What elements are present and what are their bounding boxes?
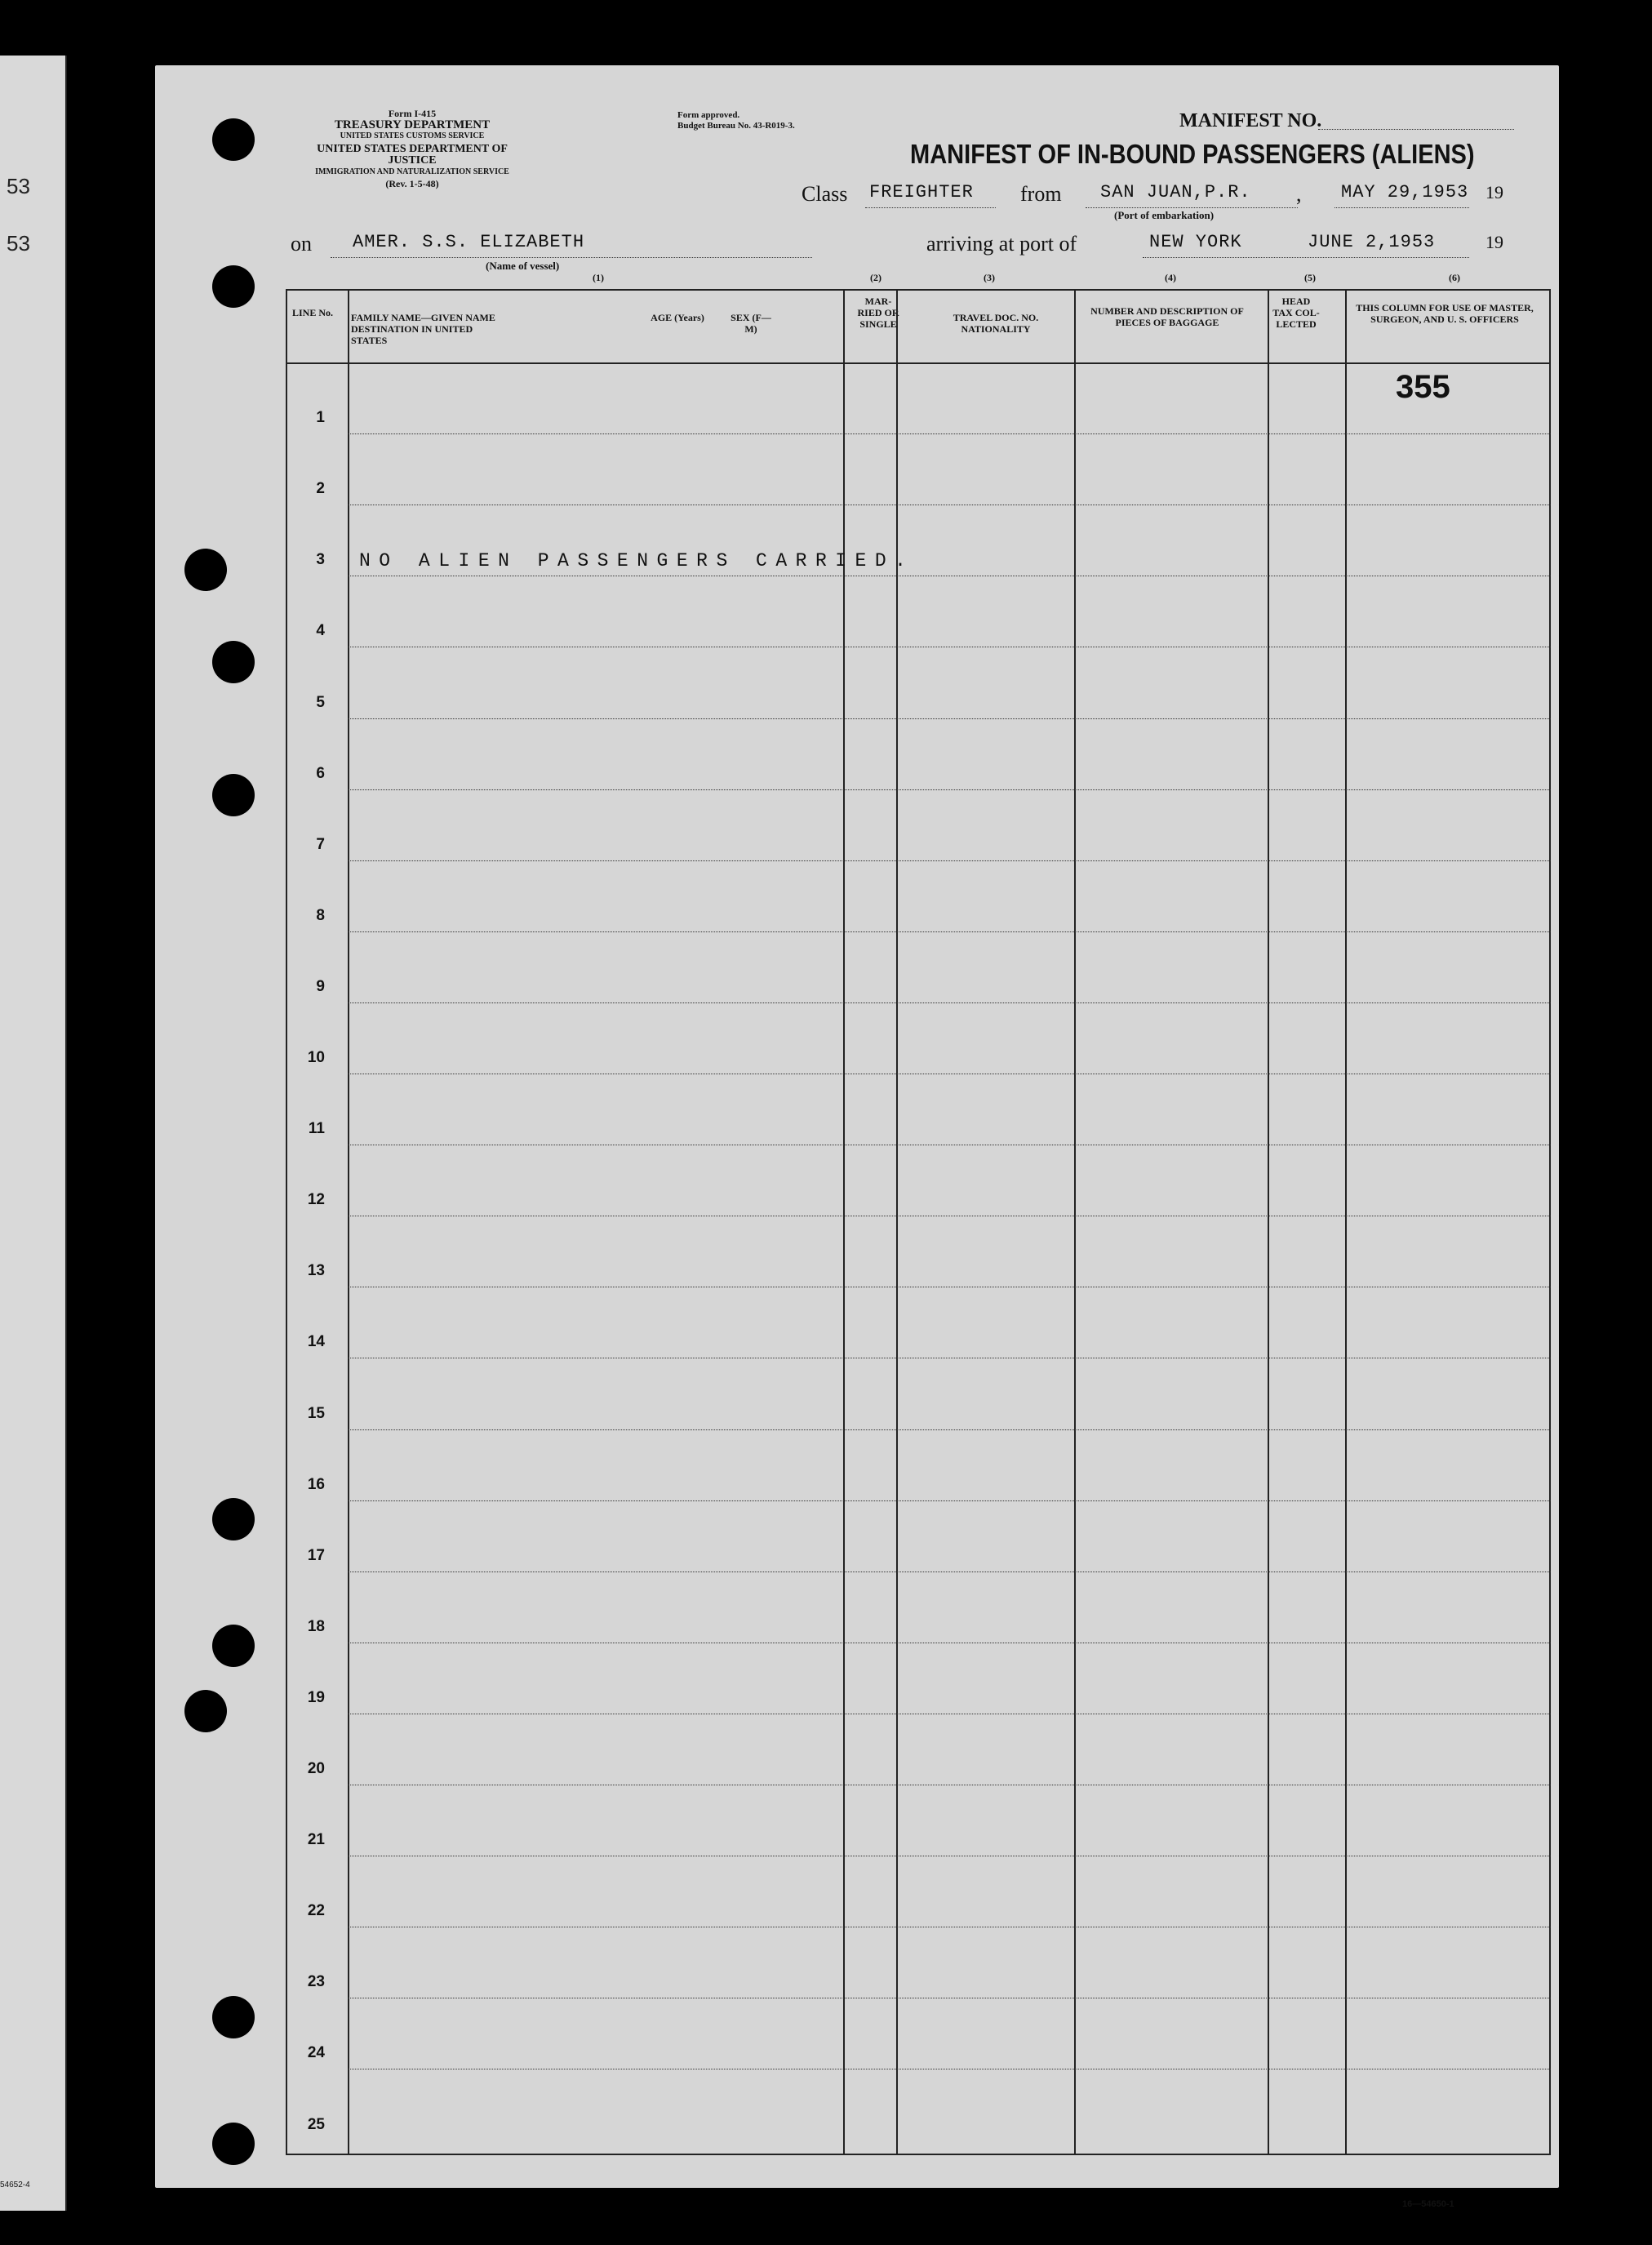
form-number: Form I-415 — [388, 108, 437, 119]
no-passengers-entry: NO ALIEN PASSENGERS CARRIED. — [359, 550, 915, 571]
row-number: 21 — [307, 1831, 325, 1849]
table-row — [348, 1002, 1551, 1003]
header-baggage: NUMBER AND DESCRIPTION OF PIECES OF BAGGAGE — [1090, 305, 1244, 328]
row-number: 16 — [307, 1475, 325, 1493]
row-number: 24 — [307, 2044, 325, 2062]
table-row — [348, 718, 1551, 719]
arrival-port: NEW YORK — [1149, 232, 1242, 252]
punch-hole — [212, 1625, 255, 1667]
punch-hole — [212, 774, 255, 816]
arriving-label: arriving at port of — [926, 232, 1077, 256]
column-number: (2) — [870, 272, 882, 283]
header-travel-doc: TRAVEL DOC. NO. NATIONALITY — [953, 312, 1039, 335]
row-number: 19 — [307, 1688, 325, 1706]
row-number: 23 — [307, 1973, 325, 1991]
arrival-line — [1143, 257, 1469, 258]
column-divider — [348, 289, 349, 2155]
row-number: 20 — [307, 1760, 325, 1777]
row-number: 22 — [307, 1902, 325, 1920]
class-label: Class — [802, 182, 848, 206]
header-officers: THIS COLUMN FOR USE OF MASTER, SURGEON, AND U. S. OFFICERS — [1356, 302, 1534, 325]
port-line — [1086, 207, 1298, 208]
manifest-page — [155, 65, 1559, 2209]
on-label: on — [291, 232, 312, 256]
punch-hole — [212, 1498, 255, 1540]
port-caption: (Port of embarkation) — [1114, 209, 1215, 221]
header-head-tax: HEAD TAX COL- LECTED — [1272, 296, 1320, 330]
year-prefix-2: 19 — [1485, 232, 1503, 252]
punch-hole — [212, 2123, 255, 2165]
row-number: 14 — [307, 1333, 325, 1351]
vessel-line — [331, 257, 812, 258]
punch-hole — [212, 118, 255, 161]
adjacent-page-number: 53 — [7, 174, 30, 198]
adjacent-page-number: 53 — [7, 231, 30, 256]
row-number: 12 — [307, 1191, 325, 1209]
immigration-service: IMMIGRATION AND NATURALIZATION SERVICE — [315, 167, 509, 176]
row-number: 17 — [307, 1546, 325, 1564]
row-number: 11 — [308, 1120, 325, 1138]
form-header-left — [294, 108, 531, 189]
passenger-table — [286, 289, 1551, 2155]
class-value: FREIGHTER — [869, 182, 974, 202]
row-number: 15 — [307, 1404, 325, 1422]
page-title: MANIFEST OF IN-BOUND PASSENGERS (ALIENS) — [910, 139, 1475, 169]
stamped-number: 355 — [1396, 369, 1450, 405]
form-approved: Form approved. — [677, 110, 740, 120]
punch-hole — [212, 641, 255, 683]
header-sex: SEX (F—M) — [731, 312, 771, 335]
column-divider — [1268, 289, 1269, 2155]
column-number: (3) — [984, 272, 995, 283]
form-approval — [677, 110, 795, 131]
comma: , — [1296, 182, 1302, 206]
column-number: (5) — [1304, 272, 1316, 283]
treasury-department: TREASURY DEPARTMENT — [334, 118, 491, 131]
table-row — [348, 1429, 1551, 1430]
row-number: 4 — [316, 622, 325, 640]
row-number: 10 — [307, 1049, 325, 1066]
footer-code: 16—54650-1 — [1402, 2199, 1454, 2209]
row-number: 25 — [307, 2115, 325, 2133]
table-row — [348, 789, 1551, 790]
manifest-no-line — [1318, 129, 1514, 130]
row-number: 7 — [316, 835, 325, 853]
arrival-date: JUNE 2,1953 — [1308, 232, 1436, 252]
manifest-no-label: MANIFEST NO. — [1179, 110, 1322, 131]
punch-hole — [184, 1690, 227, 1732]
port-of-embarkation: SAN JUAN,P.R. — [1100, 182, 1251, 202]
class-line — [865, 207, 996, 208]
table-row — [348, 1500, 1551, 1501]
departure-date: MAY 29,1953 — [1341, 182, 1469, 202]
date-line — [1334, 207, 1469, 208]
column-divider — [1345, 289, 1347, 2155]
customs-service: UNITED STATES CUSTOMS SERVICE — [340, 131, 485, 140]
row-number: 13 — [307, 1262, 325, 1280]
punch-hole — [212, 265, 255, 308]
column-number: (1) — [593, 272, 604, 283]
year-prefix: 19 — [1485, 182, 1503, 202]
row-number: 1 — [316, 409, 325, 427]
table-row — [348, 860, 1551, 861]
header-name: FAMILY NAME—GIVEN NAME DESTINATION IN UNITED STATES — [351, 312, 495, 346]
table-row — [348, 433, 1551, 434]
header-divider — [286, 362, 1551, 364]
row-number: 18 — [307, 1617, 325, 1635]
budget-bureau: Budget Bureau No. 43-R019-3. — [677, 121, 795, 131]
row-number: 6 — [316, 764, 325, 782]
row-number: 8 — [316, 906, 325, 924]
header-age: AGE (Years) — [651, 312, 704, 323]
punch-hole — [184, 549, 227, 591]
table-row — [348, 931, 1551, 932]
header-line-no: LINE No. — [292, 307, 334, 318]
row-number: 5 — [316, 693, 325, 711]
header-married: MAR- RIED OR SINGLE — [857, 296, 899, 330]
revision: (Rev. 1-5-48) — [385, 178, 439, 189]
column-divider — [1074, 289, 1076, 2155]
column-number: (6) — [1449, 272, 1460, 283]
adjacent-page-footer: 54652-4 — [0, 2181, 30, 2189]
adjacent-page-strip — [0, 56, 67, 2211]
justice-department: UNITED STATES DEPARTMENT OF JUSTICE — [317, 143, 508, 167]
row-number: 3 — [316, 551, 325, 569]
row-number: 9 — [316, 977, 325, 995]
vessel-caption: (Name of vessel) — [486, 260, 560, 272]
punch-hole — [212, 1996, 255, 2038]
column-number: (4) — [1165, 272, 1176, 283]
vessel-name: AMER. S.S. ELIZABETH — [353, 232, 585, 252]
row-number: 2 — [316, 480, 325, 498]
from-label: from — [1020, 182, 1062, 206]
